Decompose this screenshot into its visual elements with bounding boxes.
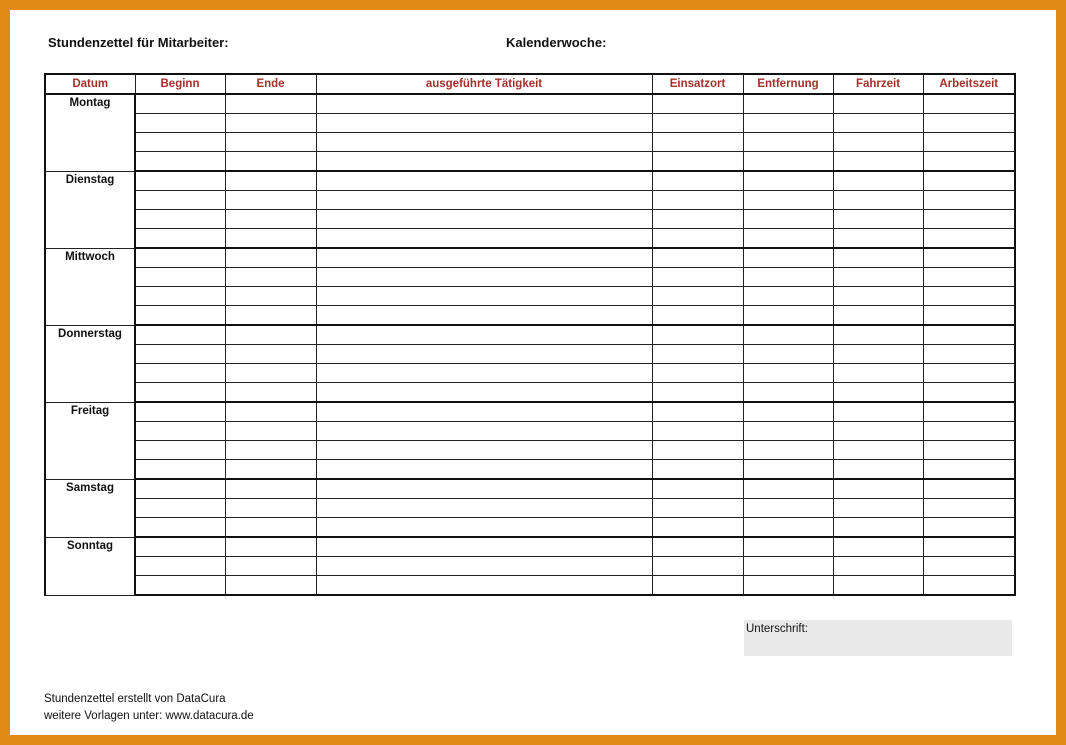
entry-cell[interactable] <box>743 306 833 326</box>
entry-cell[interactable] <box>833 364 923 383</box>
table-row <box>45 306 1015 326</box>
entry-cell[interactable] <box>923 383 1015 403</box>
entry-cell[interactable] <box>652 441 743 460</box>
col-header-entfernung: Entfernung <box>743 74 833 94</box>
entry-cell[interactable] <box>135 422 225 441</box>
entry-cell[interactable] <box>923 287 1015 306</box>
entry-cell[interactable] <box>743 94 833 114</box>
entry-cell[interactable] <box>225 557 316 576</box>
entry-cell[interactable] <box>316 576 652 596</box>
entry-cell[interactable] <box>652 383 743 403</box>
entry-cell[interactable] <box>652 306 743 326</box>
entry-cell[interactable] <box>135 518 225 538</box>
entry-cell[interactable] <box>652 325 743 345</box>
entry-cell[interactable] <box>316 210 652 229</box>
col-header-einsatzort: Einsatzort <box>652 74 743 94</box>
entry-cell[interactable] <box>225 518 316 538</box>
entry-cell[interactable] <box>652 576 743 596</box>
entry-cell[interactable] <box>135 133 225 152</box>
entry-cell[interactable] <box>225 94 316 114</box>
entry-cell[interactable] <box>135 499 225 518</box>
entry-cell[interactable] <box>225 171 316 191</box>
entry-cell[interactable] <box>135 383 225 403</box>
entry-cell[interactable] <box>923 268 1015 287</box>
entry-cell[interactable] <box>743 133 833 152</box>
entry-cell[interactable] <box>225 152 316 172</box>
entry-cell[interactable] <box>652 248 743 268</box>
entry-cell[interactable] <box>923 114 1015 133</box>
entry-cell[interactable] <box>743 518 833 538</box>
entry-cell[interactable] <box>316 94 652 114</box>
entry-cell[interactable] <box>743 479 833 499</box>
entry-cell[interactable] <box>833 152 923 172</box>
signature-field[interactable] <box>744 620 1012 656</box>
entry-cell[interactable] <box>316 229 652 249</box>
entry-cell[interactable] <box>923 345 1015 364</box>
entry-cell[interactable] <box>743 191 833 210</box>
entry-cell[interactable] <box>743 537 833 557</box>
col-header-taetigkeit: ausgeführte Tätigkeit <box>316 74 652 94</box>
footer-link: weitere Vorlagen unter: www.datacura.de <box>44 710 254 722</box>
entry-cell[interactable] <box>316 191 652 210</box>
entry-cell[interactable] <box>135 268 225 287</box>
entry-cell[interactable] <box>652 364 743 383</box>
entry-cell[interactable] <box>652 402 743 422</box>
entry-cell[interactable] <box>316 499 652 518</box>
entry-cell[interactable] <box>316 422 652 441</box>
entry-cell[interactable] <box>923 325 1015 345</box>
entry-cell[interactable] <box>652 114 743 133</box>
entry-cell[interactable] <box>743 229 833 249</box>
entry-cell[interactable] <box>225 537 316 557</box>
footer-credit: Stundenzettel erstellt von DataCura <box>44 693 226 705</box>
entry-cell[interactable] <box>652 537 743 557</box>
entry-cell[interactable] <box>743 499 833 518</box>
entry-cell[interactable] <box>652 422 743 441</box>
entry-cell[interactable] <box>923 537 1015 557</box>
entry-cell[interactable] <box>833 268 923 287</box>
entry-cell[interactable] <box>743 402 833 422</box>
col-header-beginn: Beginn <box>135 74 225 94</box>
table-row <box>45 287 1015 306</box>
entry-cell[interactable] <box>923 402 1015 422</box>
entry-cell[interactable] <box>833 460 923 480</box>
entry-cell[interactable] <box>316 287 652 306</box>
entry-cell[interactable] <box>923 229 1015 249</box>
table-row <box>45 210 1015 229</box>
entry-cell[interactable] <box>316 133 652 152</box>
entry-cell[interactable] <box>316 325 652 345</box>
entry-cell[interactable] <box>652 229 743 249</box>
table-row <box>45 94 1015 114</box>
entry-cell[interactable] <box>316 268 652 287</box>
entry-cell[interactable] <box>652 557 743 576</box>
entry-cell[interactable] <box>743 171 833 191</box>
entry-cell[interactable] <box>225 248 316 268</box>
entry-cell[interactable] <box>743 557 833 576</box>
entry-cell[interactable] <box>833 576 923 596</box>
entry-cell[interactable] <box>833 557 923 576</box>
entry-cell[interactable] <box>833 441 923 460</box>
entry-cell[interactable] <box>316 306 652 326</box>
entry-cell[interactable] <box>225 383 316 403</box>
entry-cell[interactable] <box>316 402 652 422</box>
table-row <box>45 325 1015 345</box>
entry-cell[interactable] <box>316 248 652 268</box>
table-row <box>45 114 1015 133</box>
entry-cell[interactable] <box>743 345 833 364</box>
entry-cell[interactable] <box>652 479 743 499</box>
signature-label: Unterschrift: <box>746 623 808 635</box>
entry-cell[interactable] <box>316 383 652 403</box>
entry-cell[interactable] <box>225 325 316 345</box>
timesheet-body <box>45 94 1015 595</box>
entry-cell[interactable] <box>135 229 225 249</box>
entry-cell[interactable] <box>135 210 225 229</box>
entry-cell[interactable] <box>316 441 652 460</box>
entry-cell[interactable] <box>833 325 923 345</box>
entry-cell[interactable] <box>923 441 1015 460</box>
entry-cell[interactable] <box>833 537 923 557</box>
entry-cell[interactable] <box>225 441 316 460</box>
entry-cell[interactable] <box>225 133 316 152</box>
entry-cell[interactable] <box>833 248 923 268</box>
timesheet-table <box>44 73 1016 596</box>
entry-cell[interactable] <box>833 518 923 538</box>
entry-cell[interactable] <box>743 441 833 460</box>
entry-cell[interactable] <box>135 287 225 306</box>
entry-cell[interactable] <box>833 133 923 152</box>
table-row <box>45 576 1015 596</box>
entry-cell[interactable] <box>135 479 225 499</box>
entry-cell[interactable] <box>923 94 1015 114</box>
entry-cell[interactable] <box>833 287 923 306</box>
timesheet-page <box>10 10 1056 735</box>
entry-cell[interactable] <box>225 191 316 210</box>
entry-cell[interactable] <box>923 479 1015 499</box>
entry-cell[interactable] <box>743 268 833 287</box>
table-row <box>45 191 1015 210</box>
entry-cell[interactable] <box>316 114 652 133</box>
entry-cell[interactable] <box>135 537 225 557</box>
entry-cell[interactable] <box>135 345 225 364</box>
entry-cell[interactable] <box>743 152 833 172</box>
entry-cell[interactable] <box>923 460 1015 480</box>
entry-cell[interactable] <box>135 402 225 422</box>
entry-cell[interactable] <box>923 191 1015 210</box>
table-row <box>45 345 1015 364</box>
entry-cell[interactable] <box>923 171 1015 191</box>
entry-cell[interactable] <box>743 383 833 403</box>
entry-cell[interactable] <box>135 152 225 172</box>
entry-cell[interactable] <box>833 114 923 133</box>
table-row <box>45 152 1015 172</box>
entry-cell[interactable] <box>833 171 923 191</box>
entry-cell[interactable] <box>316 537 652 557</box>
table-row <box>45 422 1015 441</box>
table-row <box>45 402 1015 422</box>
entry-cell[interactable] <box>225 402 316 422</box>
entry-cell[interactable] <box>652 191 743 210</box>
entry-cell[interactable] <box>316 345 652 364</box>
day-label: Samstag <box>45 479 135 537</box>
entry-cell[interactable] <box>225 460 316 480</box>
entry-cell[interactable] <box>652 499 743 518</box>
entry-cell[interactable] <box>743 114 833 133</box>
entry-cell[interactable] <box>833 306 923 326</box>
entry-cell[interactable] <box>743 210 833 229</box>
entry-cell[interactable] <box>225 268 316 287</box>
day-label: Dienstag <box>45 171 135 248</box>
day-label: Mittwoch <box>45 248 135 325</box>
entry-cell[interactable] <box>135 94 225 114</box>
col-header-datum: Datum <box>45 74 135 94</box>
entry-cell[interactable] <box>225 210 316 229</box>
entry-cell[interactable] <box>316 460 652 480</box>
entry-cell[interactable] <box>923 133 1015 152</box>
entry-cell[interactable] <box>225 229 316 249</box>
entry-cell[interactable] <box>135 441 225 460</box>
entry-cell[interactable] <box>135 114 225 133</box>
entry-cell[interactable] <box>833 229 923 249</box>
entry-cell[interactable] <box>316 364 652 383</box>
table-row <box>45 557 1015 576</box>
entry-cell[interactable] <box>833 499 923 518</box>
entry-cell[interactable] <box>923 248 1015 268</box>
col-header-arbeitszeit: Arbeitszeit <box>923 74 1015 94</box>
entry-cell[interactable] <box>833 191 923 210</box>
entry-cell[interactable] <box>225 499 316 518</box>
entry-cell[interactable] <box>316 518 652 538</box>
entry-cell[interactable] <box>652 460 743 480</box>
entry-cell[interactable] <box>652 94 743 114</box>
day-label: Freitag <box>45 402 135 479</box>
entry-cell[interactable] <box>135 364 225 383</box>
entry-cell[interactable] <box>923 576 1015 596</box>
entry-cell[interactable] <box>923 499 1015 518</box>
day-label: Donnerstag <box>45 325 135 402</box>
entry-cell[interactable] <box>316 557 652 576</box>
employee-label: Stundenzettel für Mitarbeiter: <box>48 35 229 50</box>
table-row <box>45 171 1015 191</box>
entry-cell[interactable] <box>225 287 316 306</box>
entry-cell[interactable] <box>652 171 743 191</box>
entry-cell[interactable] <box>743 576 833 596</box>
entry-cell[interactable] <box>743 460 833 480</box>
week-label: Kalenderwoche: <box>506 35 607 50</box>
entry-cell[interactable] <box>652 345 743 364</box>
entry-cell[interactable] <box>225 364 316 383</box>
entry-cell[interactable] <box>833 422 923 441</box>
entry-cell[interactable] <box>923 364 1015 383</box>
entry-cell[interactable] <box>743 248 833 268</box>
entry-cell[interactable] <box>316 479 652 499</box>
entry-cell[interactable] <box>833 402 923 422</box>
entry-cell[interactable] <box>743 325 833 345</box>
col-header-fahrzeit: Fahrzeit <box>833 74 923 94</box>
entry-cell[interactable] <box>135 171 225 191</box>
entry-cell[interactable] <box>225 345 316 364</box>
entry-cell[interactable] <box>652 133 743 152</box>
entry-cell[interactable] <box>923 152 1015 172</box>
entry-cell[interactable] <box>135 576 225 596</box>
table-row <box>45 499 1015 518</box>
table-row <box>45 229 1015 249</box>
header-row <box>45 74 1015 94</box>
entry-cell[interactable] <box>135 306 225 326</box>
table-row <box>45 383 1015 403</box>
entry-cell[interactable] <box>923 518 1015 538</box>
entry-cell[interactable] <box>923 422 1015 441</box>
entry-cell[interactable] <box>225 114 316 133</box>
entry-cell[interactable] <box>743 422 833 441</box>
entry-cell[interactable] <box>923 306 1015 326</box>
entry-cell[interactable] <box>135 191 225 210</box>
col-header-ende: Ende <box>225 74 316 94</box>
entry-cell[interactable] <box>743 287 833 306</box>
entry-cell[interactable] <box>652 518 743 538</box>
entry-cell[interactable] <box>135 248 225 268</box>
table-row <box>45 133 1015 152</box>
entry-cell[interactable] <box>225 422 316 441</box>
entry-cell[interactable] <box>135 557 225 576</box>
table-row <box>45 518 1015 538</box>
entry-cell[interactable] <box>225 306 316 326</box>
entry-cell[interactable] <box>652 287 743 306</box>
entry-cell[interactable] <box>135 460 225 480</box>
entry-cell[interactable] <box>135 325 225 345</box>
entry-cell[interactable] <box>652 152 743 172</box>
entry-cell[interactable] <box>923 210 1015 229</box>
entry-cell[interactable] <box>833 94 923 114</box>
entry-cell[interactable] <box>316 152 652 172</box>
entry-cell[interactable] <box>833 479 923 499</box>
entry-cell[interactable] <box>316 171 652 191</box>
entry-cell[interactable] <box>833 210 923 229</box>
entry-cell[interactable] <box>833 345 923 364</box>
table-row <box>45 248 1015 268</box>
entry-cell[interactable] <box>225 479 316 499</box>
entry-cell[interactable] <box>833 383 923 403</box>
entry-cell[interactable] <box>923 557 1015 576</box>
entry-cell[interactable] <box>652 210 743 229</box>
table-row <box>45 479 1015 499</box>
entry-cell[interactable] <box>743 364 833 383</box>
table-row <box>45 460 1015 480</box>
entry-cell[interactable] <box>225 576 316 596</box>
day-label: Sonntag <box>45 537 135 595</box>
day-label: Montag <box>45 94 135 171</box>
table-row <box>45 268 1015 287</box>
entry-cell[interactable] <box>652 268 743 287</box>
table-row <box>45 364 1015 383</box>
table-row <box>45 441 1015 460</box>
table-row <box>45 537 1015 557</box>
footer <box>44 691 254 725</box>
